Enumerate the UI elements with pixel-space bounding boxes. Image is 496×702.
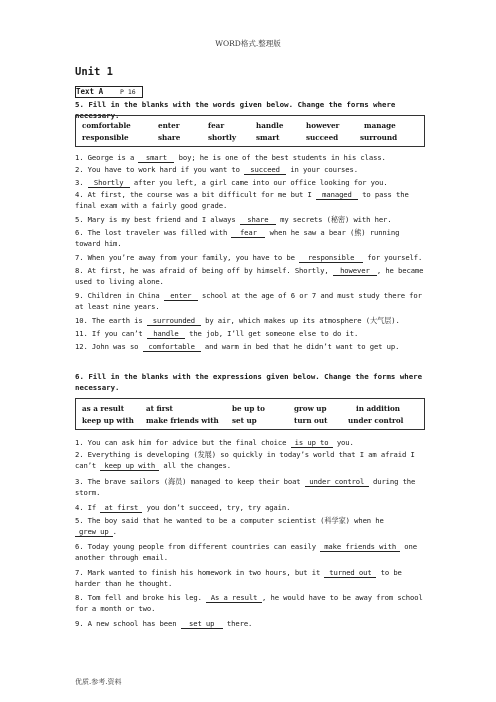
exercise-item: 9. A new school has been set up there.	[75, 619, 253, 628]
answer-blank: surrounded	[147, 316, 201, 326]
expression: under control	[348, 416, 404, 425]
expression: grow up	[294, 404, 327, 413]
page-header: WORD格式.整理版	[215, 39, 281, 48]
expression: keep up with	[82, 416, 134, 425]
exercise-item: 8. Tom fell and broke his leg. As a result , he would have to be away from school for a month or two.	[75, 593, 423, 614]
expression-row-1	[76, 402, 424, 414]
answer-blank: share	[240, 215, 276, 225]
answer-blank: smart	[138, 153, 174, 163]
exercise-item: 10. The earth is surrounded by air, which makes up its atmosphere (大气层).	[75, 316, 400, 325]
expression: as a result	[82, 404, 125, 413]
answer-blank: turned out	[324, 568, 376, 578]
text-label: Text A	[76, 87, 104, 96]
exercise-item: 11. If you can’t handle the job, I’ll get someone else to do it.	[75, 329, 359, 338]
section6-heading: 6. Fill in the blanks with the expressions given below. Change the forms where necessary.	[75, 372, 423, 392]
expression: turn out	[294, 416, 328, 425]
answer-blank: set up	[181, 619, 223, 629]
exercise-item: 2. You have to work hard if you want to succeed in your courses.	[75, 165, 358, 174]
page-reference: P 16	[120, 88, 136, 96]
answer-blank: is up to	[291, 438, 333, 448]
word: fear	[208, 121, 225, 130]
word: however	[306, 121, 340, 130]
exercise-item: 5. Mary is my best friend and I always share my secrets (秘密) with her.	[75, 215, 392, 224]
exercise-item: 3. Shortly after you left, a girl came into our office looking for you.	[75, 178, 388, 187]
exercise-item: 6. The lost traveler was filled with fear when he saw a bear (熊) running toward him.	[75, 228, 400, 249]
answer-blank: at first	[100, 503, 142, 513]
expression: at first	[146, 404, 173, 413]
expression: set up	[232, 416, 257, 425]
exercise-item: 6. Today young people from different countries can easily make friends with one another through email.	[75, 542, 417, 563]
word: surround	[360, 133, 398, 142]
answer-blank: enter	[164, 291, 198, 301]
expression: in addition	[356, 404, 400, 413]
exercise-item: 2. Everything is developing (发展) so quickly in today’s world that I am afraid I can’t keep up with all the changes.	[75, 450, 415, 471]
word: enter	[158, 121, 180, 130]
answer-blank: fear	[231, 228, 265, 238]
exercise-item: 8. At first, he was afraid of being off by himself. Shortly, however , he became used to living alone.	[75, 266, 424, 287]
exercise-item: 5. The boy said that he wanted to be a computer scientist (科学家) when he grew up .	[75, 516, 384, 537]
word: succeed	[306, 133, 339, 142]
exercise-item: 1. You can ask him for advice but the final choice is up to you.	[75, 438, 354, 447]
answer-blank: make friends with	[320, 542, 400, 552]
word-row-2	[76, 131, 424, 143]
expression: be up to	[232, 404, 265, 413]
answer-blank: handle	[147, 329, 185, 339]
word: shortly	[208, 133, 237, 142]
exercise-item: 1. George is a smart boy; he is one of the best students in his class.	[75, 153, 386, 162]
word: handle	[256, 121, 284, 130]
answer-blank: grew up	[75, 527, 113, 537]
answer-blank: managed	[316, 190, 358, 200]
answer-blank: comfortable	[143, 342, 201, 352]
section6-word-box	[75, 398, 425, 430]
expression-row-2	[76, 414, 424, 426]
exercise-item: 12. John was so comfortable and warm in bed that he didn’t want to get up.	[75, 342, 400, 351]
exercise-item: 3. The brave sailors (海员) managed to keep their boat under control during the storm.	[75, 477, 416, 498]
answer-blank: succeed	[244, 165, 286, 175]
unit-title: Unit 1	[75, 66, 113, 78]
answer-blank: responsible	[299, 253, 363, 263]
word: share	[158, 133, 181, 142]
page-footer: 优质.参考.资料	[75, 678, 122, 686]
exercise-item: 7. When you’re away from your family, you have to be responsible for yourself.	[75, 253, 423, 262]
exercise-item: 7. Mark wanted to finish his homework in two hours, but it turned out to be harder than he thought.	[75, 568, 402, 589]
section5-word-box	[75, 115, 425, 147]
expression: make friends with	[146, 416, 219, 425]
answer-blank: As a result	[206, 593, 262, 603]
answer-blank: however	[333, 266, 377, 276]
word: responsible	[82, 133, 129, 142]
word: smart	[256, 133, 280, 142]
exercise-item: 4. At first, the course was a bit difficult for me but I managed to pass the final exam with a fairly good grade.	[75, 190, 409, 211]
answer-blank: under control	[305, 477, 369, 487]
answer-blank: keep up with	[100, 461, 159, 471]
section5-heading: 5. Fill in the blanks with the words given below. Change the forms where necessary.	[75, 100, 396, 120]
exercise-item: 9. Children in China enter school at the age of 6 or 7 and must study there for at least nine years.	[75, 291, 422, 312]
text-label-box	[75, 86, 143, 98]
word: manage	[364, 121, 396, 130]
answer-blank: Shortly	[88, 178, 130, 188]
word-row-1	[76, 119, 424, 131]
word: comfortable	[82, 121, 131, 130]
exercise-item: 4. If at first you don’t succeed, try, try again.	[75, 503, 291, 512]
